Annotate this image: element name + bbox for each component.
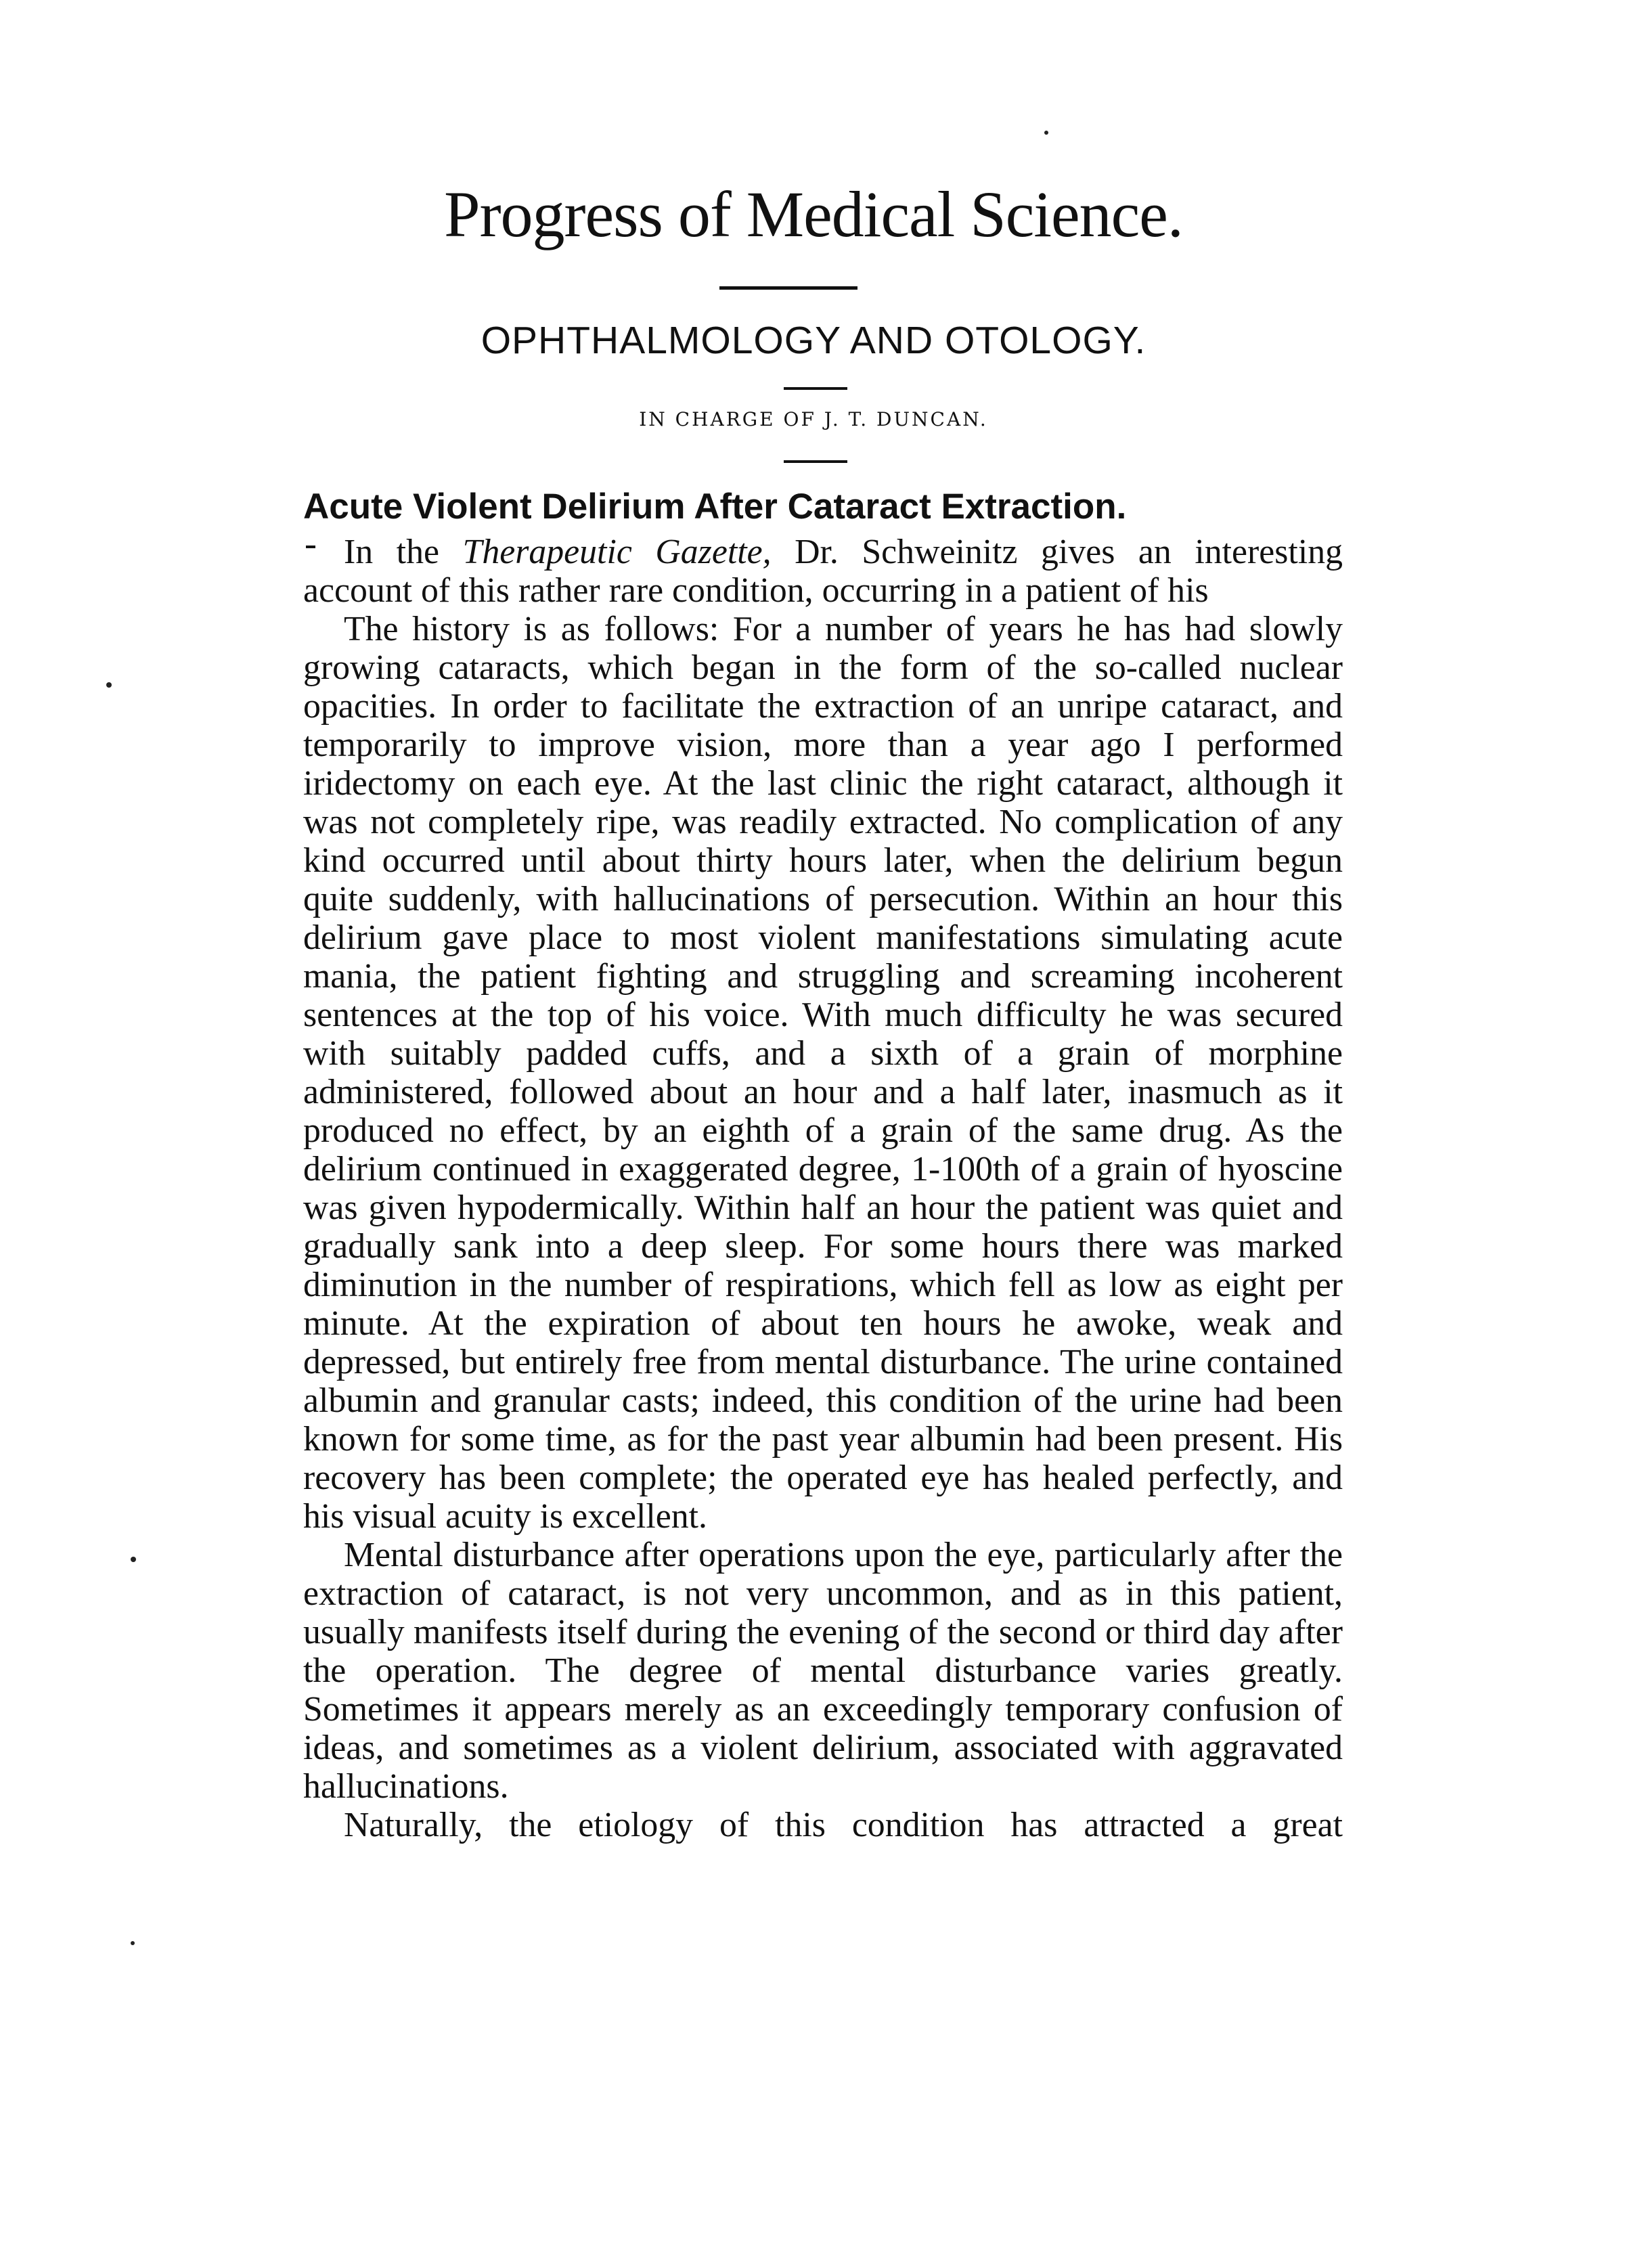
- history-text: The history is as follows: For a number of years he has had slowly growing cataracts, which began in the form of the so-called nuclear opacities. In order to facilitate the extraction of an unripe cataract, and temporarily to improve vision, more than a year ago I performed iridectomy on each eye. At the last clinic the right cataract, although it was not completely ripe, was readily extracted. No complication of any kind occurred until about thirty hours later, when the delirium begun quite suddenly, with hallucinations of persecution. Within an hour this delirium gave place to most violent manifestations simulating acute mania, the patient fighting and struggling and screaming incoherent sentences at the top of his voice. With much difficulty he was secured with suitably padded cuffs, and a sixth of a grain of morphine administered, followed about an hour and a half later, inasmuch as it produced no effect, by an eighth of a grain of the same drug. As the delirium continued in exaggerated degree, 1-100th of a grain of hyoscine was given hypodermically. Within half an hour the patient was quiet and gradually sank into a deep sleep. For some hours there was marked diminution in the number of respirations, which fell as low as eight per minute. At the expiration of about ten hours he awoke, weak and depressed, but entirely free from mental disturbance. The urine contained albumin and granular casts; indeed, this condition of the urine had been known for some time, as for the past year albumin had been present. His recovery has been complete; the operated eye has healed perfectly, and his visual acuity is excellent.: [303, 610, 1343, 1536]
- article-body: [303, 533, 1343, 1844]
- page-speck: [106, 682, 112, 688]
- page-speck: [1044, 131, 1048, 135]
- title-rule: [719, 286, 857, 290]
- editor-line: IN CHARGE OF J. T. DUNCAN.: [639, 408, 988, 430]
- section-rule: [784, 387, 847, 390]
- journal-title: Progress of Medical Science.: [444, 178, 1183, 250]
- paragraph-history: [303, 610, 1343, 1536]
- intro-rest: Dr. Schweinitz gives an interesting account of this rather rare condition, occurring in a patient of his: [303, 533, 1343, 610]
- editor-rule: [784, 460, 847, 463]
- source-title: Therapeutic Gazette,: [462, 533, 772, 571]
- paragraph-discussion: [303, 1536, 1343, 1806]
- intro-lead: In the: [344, 533, 463, 571]
- section-title: OPHTHALMOLOGY AND OTOLOGY.: [481, 319, 1146, 362]
- paragraph-etiology: [303, 1806, 1343, 1844]
- article-title: Acute Violent Delirium After Cataract Extraction.: [303, 487, 1127, 527]
- etiology-text: Naturally, the etiology of this condition has attracted a great: [344, 1806, 1343, 1844]
- page-speck: [131, 1557, 136, 1562]
- page-speck: [131, 1941, 135, 1945]
- discussion-text: Mental disturbance after operations upon the eye, particularly after the extraction of cataract, is not very uncommon, and as in this patient, usually manifests itself during the evening of the second or third day after the operation. The degree of mental disturbance varies greatly. Sometimes it appears merely as an exceedingly temporary confusion of ideas, and sometimes as a violent delirium, associated with aggravated hallucinations.: [303, 1536, 1343, 1806]
- paragraph-intro: [303, 533, 1343, 610]
